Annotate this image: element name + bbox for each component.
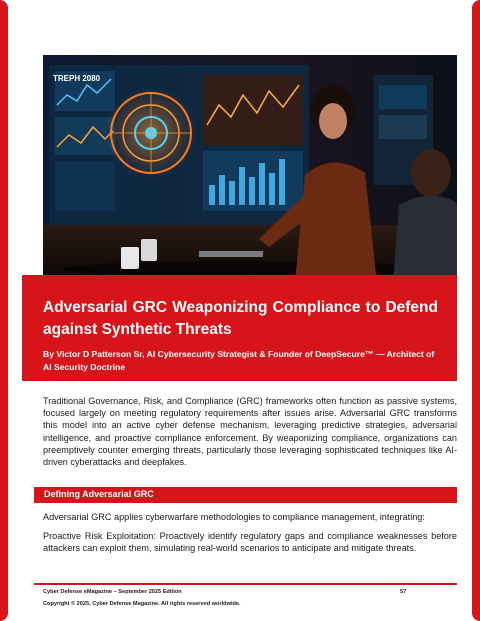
section-item-paragraph: Proactive Risk Exploitation: Proactively identify regulatory gaps and compliance weaknesses before attackers can exploit them, simulating real-world scenarios to anticipate and mitigate threats. [43, 531, 457, 554]
footer-copyright: Copyright © 2025, Cyber Defense Magazine. All rights reserved worldwide. [43, 601, 241, 607]
left-accent-bar [0, 0, 8, 621]
article-title: Adversarial GRC Weaponizing Compliance to Defend against Synthetic Threats [43, 299, 438, 338]
title-banner [22, 275, 457, 381]
section-title: Defining Adversarial GRC [44, 489, 154, 499]
right-accent-bar [472, 0, 480, 621]
article-byline: By Victor D Patterson Sr, AI Cybersecurity Strategist & Founder of DeepSecure™ — Architect of AI Security Doctrine [43, 349, 435, 372]
footer-edition: Cyber Defense eMagazine – September 2025 Edition [43, 589, 182, 595]
footer-rule [34, 583, 457, 585]
intro-paragraph: Traditional Governance, Risk, and Compliance (GRC) frameworks often function as passive systems, focused largely on meeting regulatory requirements after issues arise. Adversarial GRC transforms this model into an active cyber defense mechanism, leveraging predictive strategies, adversarial intelligence, and proactive compliance enforcement. By weaponizing compliance, organizations can preemptively counter emerging threats, particularly those leveraging sophisticated techniques like AI-driven cyberattacks and deepfakes. [43, 396, 457, 468]
section-intro-paragraph: Adversarial GRC applies cyberwarfare methodologies to compliance management, integrating: [43, 512, 425, 522]
screen-label: TREPH 2080 [53, 74, 101, 83]
section-heading-band [34, 487, 457, 503]
hero-image [43, 55, 457, 283]
page-number: 57 [400, 589, 407, 595]
